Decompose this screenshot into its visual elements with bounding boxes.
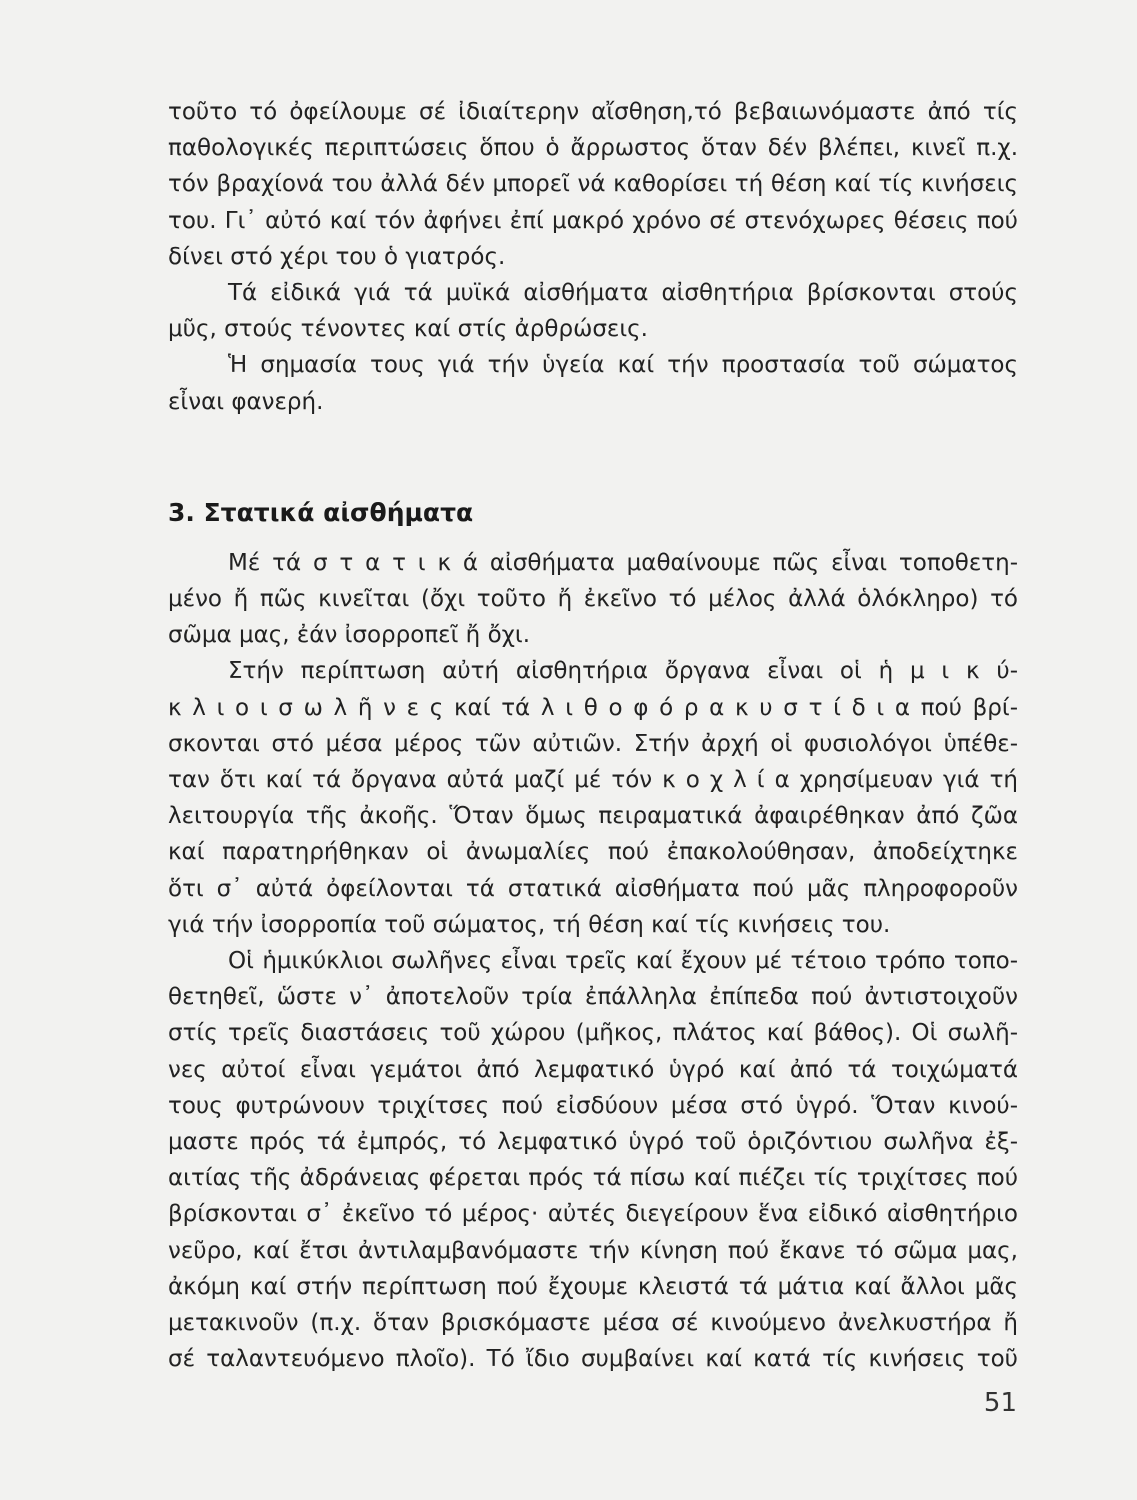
text-line: αιτίας τῆς ἀδράνειας φέρεται πρός τά πίσω καί πιέζει τίς τριχίτσες πού [168,1165,1018,1192]
text-line: λειτουργία τῆς ἀκοῆς. Ὅταν ὅμως πειραματικά ἀφαιρέθηκαν ἀπό ζῶα [168,803,1018,830]
page-number: 51 [983,1388,1017,1418]
text-line: τόν βραχίονά του ἀλλά δέν μπορεῖ νά καθορίσει τή θέση καί τίς κινήσεις [168,171,1018,198]
text-line: του. Γι᾽ αὐτό καί τόν ἀφήνει ἐπί μακρό χρόνο σέ στενόχωρες θέσεις πού [168,207,1018,234]
text-line: ὅτι σ᾽ αὐτά ὀφείλονται τά στατικά αἰσθήματα πού μᾶς πληροφοροῦν [168,875,1018,902]
text-line: βρίσκονται σ᾽ ἐκεῖνο τό μέρος· αὐτές διεγείρουν ἕνα εἰδικό αἰσθητήριο [168,1201,1018,1228]
text-line: κ λ ι ο ι σ ω λ ῆ ν ε ς καί τά λ ι θ ο φ ό ρ α κ υ σ τ ί δ ι α πού βρί- [168,694,1018,721]
text-line: Μέ τά σ τ α τ ι κ ά αἰσθήματα μαθαίνουμε πῶς εἶναι τοποθετη- [228,549,1018,576]
text-line: εἶναι φανερή. [168,388,324,415]
text-line: ἀκόμη καί στήν περίπτωση πού ἔχουμε κλειστά τά μάτια καί ἄλλοι μᾶς [168,1273,1018,1300]
page-body [168,94,1018,1378]
text-line: παθολογικές περιπτώσεις ὅπου ὁ ἄρρωστος ὅταν δέν βλέπει, κινεῖ π.χ. [168,135,1018,162]
text-line: δίνει στό χέρι του ὁ γιατρός. [168,243,506,270]
text-line: καί παρατηρήθηκαν οἱ ἀνωμαλίες πού ἐπακολούθησαν, ἀποδείχτηκε [168,839,1018,866]
text-line: νες αὐτοί εἶναι γεμάτοι ἀπό λεμφατικό ὑγρό καί ἀπό τά τοιχώματά [168,1056,1018,1083]
text-line: μῦς, στούς τένοντες καί στίς ἀρθρώσεις. [168,316,648,343]
text-line: γιά τήν ἰσορροπία τοῦ σώματος, τή θέση καί τίς κινήσεις του. [168,911,891,938]
text-line: νεῦρο, καί ἔτσι ἀντιλαμβανόμαστε τήν κίνηση πού ἔκανε τό σῶμα μας, [168,1237,1018,1264]
text-line: τους φυτρώνουν τριχίτσες πού εἰσδύουν μέσα στό ὑγρό. Ὅταν κινού- [168,1092,1018,1119]
text-line: Στήν περίπτωση αὐτή αἰσθητήρια ὄργανα εἶναι οἱ ἡ μ ι κ ύ- [228,658,1018,685]
text-line: Οἱ ἡμικύκλιοι σωλῆνες εἶναι τρεῖς καί ἔχουν μέ τέτοιο τρόπο τοπο- [228,948,1018,975]
text-line: σῶμα μας, ἐάν ἰσορροπεῖ ἤ ὄχι. [168,622,531,649]
section-heading: 3. Στατικά αἰσθήματα [168,497,474,527]
text-line: Ἡ σημασία τους γιά τήν ὑγεία καί τήν προστασία τοῦ σώματος [228,352,1018,379]
text-line: σκονται στό μέσα μέρος τῶν αὐτιῶν. Στήν ἀρχή οἱ φυσιολόγοι ὑπέθε- [168,730,1018,757]
text-line: θετηθεῖ, ὥστε ν᾽ ἀποτελοῦν τρία ἐπάλληλα ἐπίπεδα πού ἀντιστοιχοῦν [168,984,1018,1011]
text-line: ταν ὅτι καί τά ὄργανα αὐτά μαζί μέ τόν κ ο χ λ ί α χρησίμευαν γιά τή [168,767,1018,794]
text-line: μετακινοῦν (π.χ. ὅταν βρισκόμαστε μέσα σέ κινούμενο ἀνελκυστήρα ἤ [168,1310,1018,1337]
text-line: στίς τρεῖς διαστάσεις τοῦ χώρου (μῆκος, πλάτος καί βάθος). Οἱ σωλῆ- [168,1020,1018,1047]
text-line: μαστε πρός τά ἐμπρός, τό λεμφατικό ὑγρό τοῦ ὁριζόντιου σωλῆνα ἐξ- [168,1129,1018,1156]
text-line: Τά εἰδικά γιά τά μυϊκά αἰσθήματα αἰσθητήρια βρίσκονται στούς [228,280,1018,307]
text-line: μένο ἤ πῶς κινεῖται (ὄχι τοῦτο ἤ ἐκεῖνο τό μέλος ἀλλά ὁλόκληρο) τό [168,586,1018,613]
text-line: τοῦτο τό ὀφείλουμε σέ ἰδιαίτερην αἴσθηση,τό βεβαιωνόμαστε ἀπό τίς [168,99,1018,125]
text-line: σέ ταλαντευόμενο πλοῖο). Τό ἴδιο συμβαίνει καί κατά τίς κινήσεις τοῦ [168,1346,1018,1373]
